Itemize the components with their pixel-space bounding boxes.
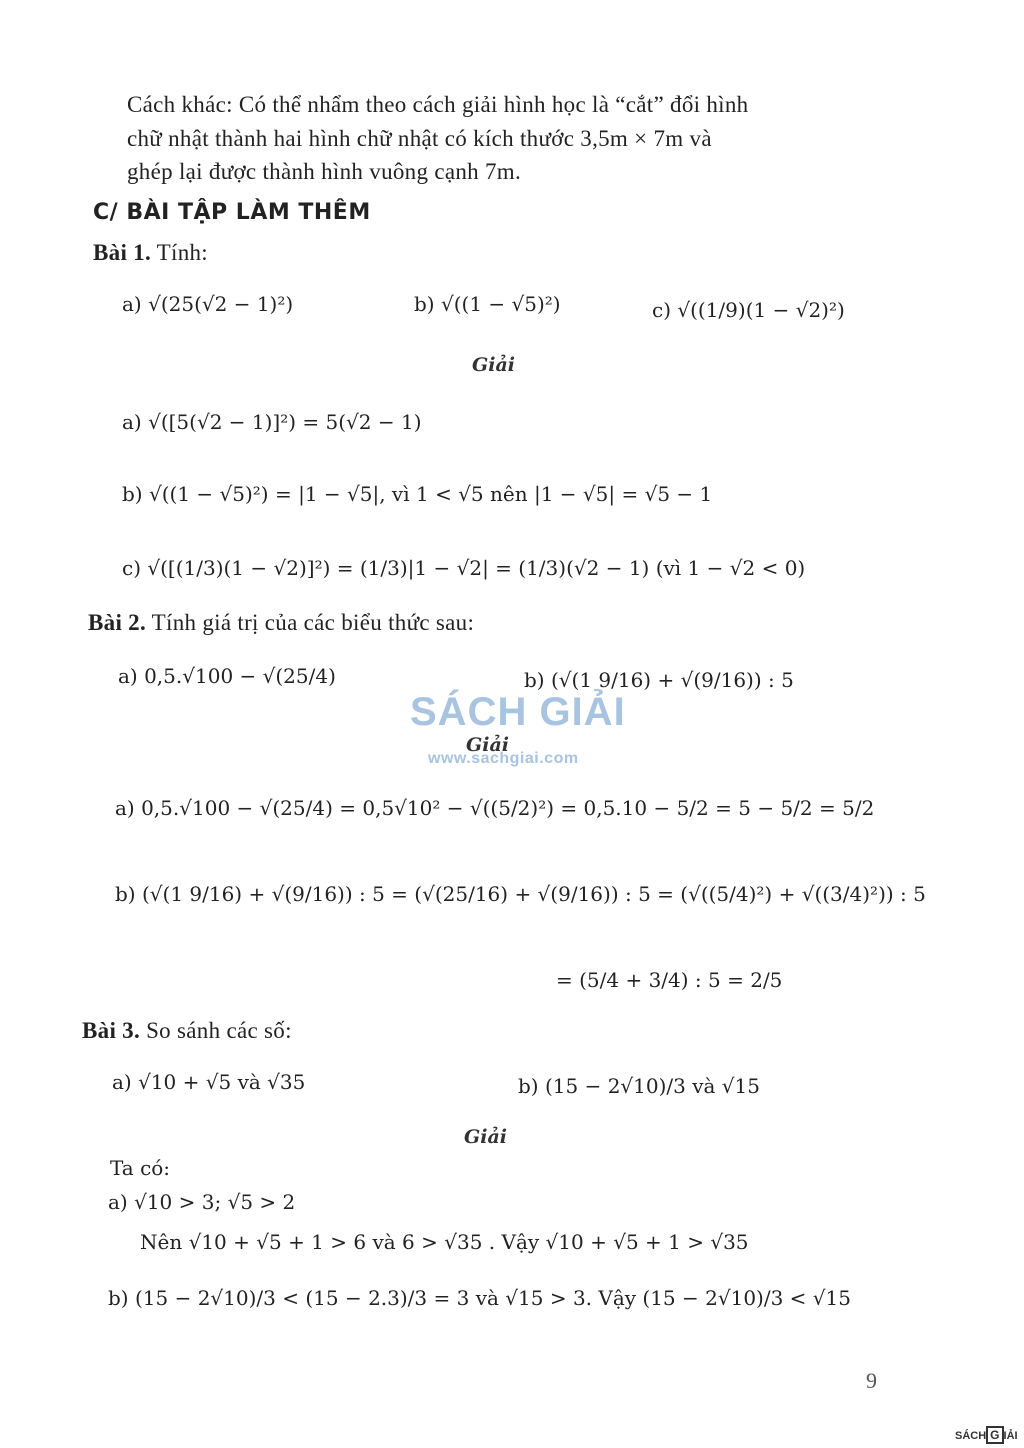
bai3-b: b) (15 − 2√10)/3 và √15	[518, 1074, 761, 1098]
bai2-sol-b2: = (5/4 + 3/4) : 5 = 2/5	[556, 968, 783, 992]
footer-logo-left: SÁCH	[955, 1430, 987, 1442]
bai3-heading	[82, 1018, 292, 1044]
bai3-label: Bài 3.	[82, 1018, 141, 1043]
bai3-taco: Ta có:	[110, 1156, 171, 1180]
giai-label-1: Giải	[472, 354, 515, 376]
bai1-sol-a: a) √([5(√2 − 1)]²) = 5(√2 − 1)	[122, 410, 422, 434]
intro-line-1: Cách khác: Có thể nhẩm theo cách giải hình học là “cắt” đổi hình	[127, 92, 749, 117]
bai3-sol-a2: Nên √10 + √5 + 1 > 6 và 6 > √35 . Vậy √10 + √5 + 1 > √35	[140, 1230, 749, 1254]
intro-line-3: ghép lại được thành hình vuông cạnh 7m.	[127, 159, 522, 184]
bai3-sol-b: b) (15 − 2√10)/3 < (15 − 2.3)/3 = 3 và √15 > 3. Vậy (15 − 2√10)/3 < √15	[108, 1286, 851, 1310]
bai2-heading	[88, 610, 474, 636]
bai2-b: b) (√(1 9/16) + √(9/16)) : 5	[524, 668, 794, 692]
bai1-prompt: Tính:	[156, 240, 209, 265]
bai3-prompt: So sánh các số:	[146, 1018, 292, 1043]
bai2-prompt: Tính giá trị của các biểu thức sau:	[151, 610, 475, 635]
watermark-url: www.sachgiai.com	[428, 750, 579, 767]
bai1-sol-b: b) √((1 − √5)²) = |1 − √5|, vì 1 < √5 nên |1 − √5| = √5 − 1	[122, 482, 713, 506]
bai1-label: Bài 1.	[93, 240, 152, 265]
bai2-a: a) 0,5.√100 − √(25/4)	[118, 664, 336, 688]
bai2-label: Bài 2.	[88, 610, 147, 635]
footer-logo	[955, 1426, 1018, 1444]
bai1-heading	[93, 240, 208, 266]
bai1-c: c) √((1/9)(1 − √2)²)	[652, 298, 845, 322]
intro-line-2: chữ nhật thành hai hình chữ nhật có kích thước 3,5m × 7m và	[127, 126, 712, 151]
bai1-sol-c: c) √([(1/3)(1 − √2)]²) = (1/3)|1 − √2| = (1/3)(√2 − 1) (vì 1 − √2 < 0)	[122, 556, 806, 580]
giai-label-3: Giải	[464, 1126, 507, 1148]
footer-logo-box: G	[986, 1426, 1003, 1444]
bai2-sol-a: a) 0,5.√100 − √(25/4) = 0,5√10² − √((5/2)²) = 0,5.10 − 5/2 = 5 − 5/2 = 5/2	[115, 796, 875, 820]
bai3-a: a) √10 + √5 và √35	[112, 1070, 306, 1094]
bai2-sol-b1: b) (√(1 9/16) + √(9/16)) : 5 = (√(25/16) + √(9/16)) : 5 = (√((5/4)²) + √((3/4)²)) : 5	[115, 882, 926, 906]
watermark-brand: SÁCH GIẢI	[410, 690, 626, 734]
footer-logo-right: IẢI	[1003, 1430, 1018, 1442]
bai3-sol-a1: a) √10 > 3; √5 > 2	[108, 1190, 296, 1214]
bai1-a: a) √(25(√2 − 1)²)	[122, 292, 294, 316]
section-title: C/ BÀI TẬP LÀM THÊM	[93, 200, 371, 225]
bai1-b: b) √((1 − √5)²)	[414, 292, 561, 316]
page-number: 9	[866, 1368, 877, 1393]
giai-label-2: Giải	[466, 734, 509, 756]
